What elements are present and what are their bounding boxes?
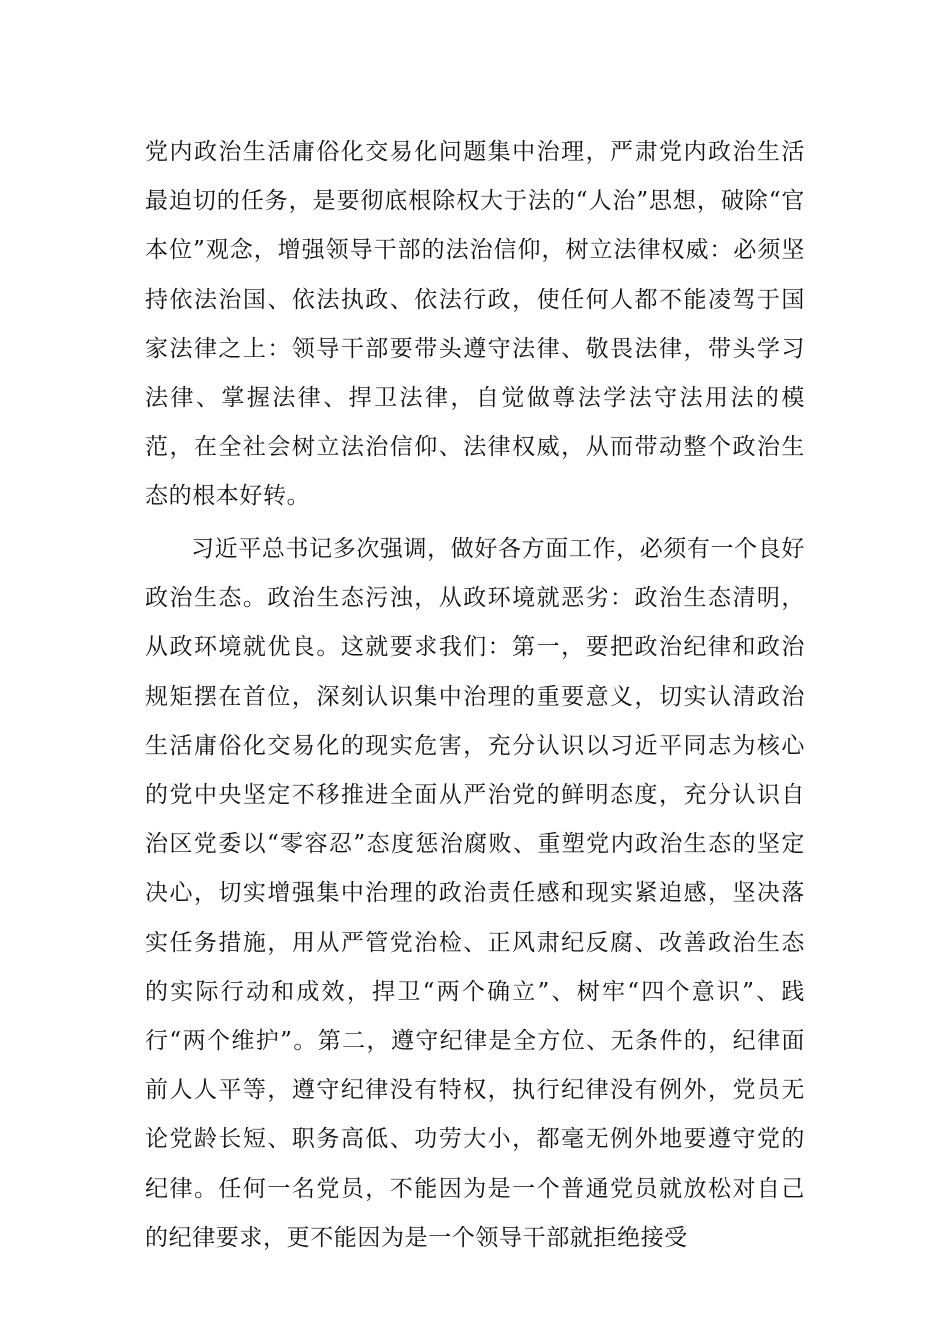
body-paragraph-1: 党内政治生活庸俗化交易化问题集中治理，严肃党内政治生活最迫切的任务，是要彻底根除权大于法的“人治”思想，破除“官本位”观念，增强领导干部的法治信仰，树立法律权威：必须坚持依法治国、依法执政、依法行政，使任何人都不能凌驾于国家法律之上：领导干部要带头遵守法律、敬畏法律，带头学习法律、掌握法律、捍卫法律，自觉做尊法学法守法用法的模范，在全社会树立法治信仰、法律权威，从而带动整个政治生态的根本好转。 (145, 139, 805, 510)
body-paragraph-2: 习近平总书记多次强调，做好各方面工作，必须有一个良好政治生态。政治生态污浊，从政环境就恶劣：政治生态清明，从政环境就优良。这就要求我们：第一，要把政治纪律和政治规矩摆在首位，深刻认识集中治理的重要意义，切实认清政治生活庸俗化交易化的现实危害，充分认识以习近平同志为核心的党中央坚定不移推进全面从严治党的鲜明态度，充分认识自治区党委以“零容忍”态度惩治腐败、重塑党内政治生态的坚定决心，切实增强集中治理的政治责任感和现实紧迫感，坚决落实任务措施，用从严管党治检、正风肃纪反腐、改善政治生态的实际行动和成效，捍卫“两个确立”、树牢“四个意识”、践行“两个维护”。第二，遵守纪律是全方位、无条件的，纪律面前人人平等，遵守纪律没有特权，执行纪律没有例外，党员无论党龄长短、职务高低、功劳大小，都毫无例外地要遵守党的纪律。任何一名党员，不能因为是一个普通党员就放松对自己的纪律要求，更不能因为是一个领导干部就拒绝接受 (145, 536, 805, 1251)
